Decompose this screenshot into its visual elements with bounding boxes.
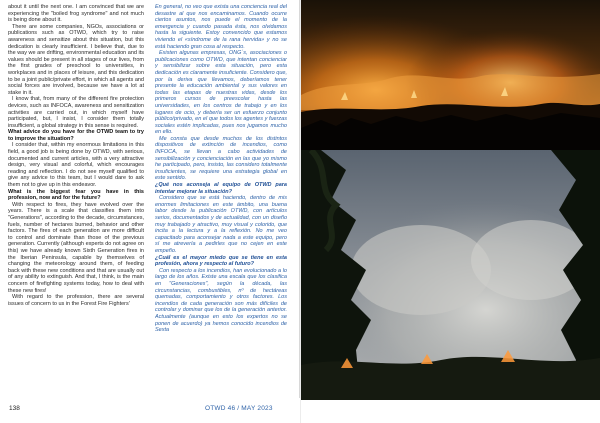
es-paragraph: Considero que se está haciendo, dentro de mis enormes limitaciones en este ámbito, una buena labor desde la publicación OTWD, con artículos serios, documentados y de actualidad, con un diseño muy trabajado y atractivo, muy visual y colorido, que incita a la lectura y a la reflexión. No me veo capacitado para aconsejar nada a este equipo, pero sí me atrevería a pedirles que no cejen en este empeño. bbox=[155, 195, 287, 254]
en-paragraph: With respect to fires, they have evolved over the years. There is a scale that classifies them into "Generations", according to the decade, circumstances, fuels, number of hectares burned, behavior and other factors. The fires of each generation are more difficult to control and dominate than those of the previous generation. Currently (although experts do not agree on this) we have already known Sixth Generation fires in the Iberian Peninsula, capable by themselves of changing the meteorology around them, of feeding back with these new conditions and that are usually out of any ability to extinguish. And that, I think, is the main concern of firefighting systems today, how to deal with these new fires! bbox=[8, 201, 144, 294]
magazine-issue-left: OTWD 46 / MAY 2023 bbox=[205, 405, 273, 412]
en-question-fear: What is the biggest fear you have in this profession, now and for the future? bbox=[8, 188, 144, 202]
es-paragraph: En general, no veo que exista una conciencia real del desastre al que nos encaminamos. Cuando ocurre ciertos asuntos, nos puede el momento de la emergencia y cuando pasada ésta, nos olvidamos hasta la siguiente. Estoy convencido que estamos viviendo el «síndrome de la rana hervida» y no se está haciendo gran cosa al respecto. bbox=[155, 4, 287, 50]
en-question-advice: What advice do you have for the OTWD team to try to improve the situation? bbox=[8, 129, 144, 142]
english-article-column bbox=[8, 4, 144, 398]
en-paragraph: I consider that, within my enormous limitations in this field, a good job is being done by OTWD, with serious, documented and current articles, with a very attractive design, very visual and colorful, which encourages reading and reflection. I do not see myself qualified to give any advice to this team, but I would dare to ask them not to give up in this endeavor. bbox=[8, 142, 144, 189]
es-question-advice: ¿Qué nos aconseja al equipo de OTWD para intentar mejorar la situación? bbox=[155, 182, 287, 195]
magazine-issue-right: OTWD 46 / MAY 2023 bbox=[308, 405, 376, 412]
spanish-article-column bbox=[155, 4, 287, 398]
en-paragraph: about it until the next one. I am convinced that we are experiencing the "boiled frog syndrome" and not much is being done about it. bbox=[8, 4, 144, 24]
wildfire-smoke-photo-icon bbox=[301, 150, 600, 400]
es-paragraph: Me consta que desde muchos de los distintos dispositivos de extinción de incendios, como INFOCA, se llevan a cabo actividades de sensibilización y concienciación en las que yo mismo he participado, pero, insisto, las considero totalmente insuficientes, se requiere una estrategia global en este sentido. bbox=[155, 135, 287, 182]
en-paragraph: I know that, from many of the different fire protection devices, such as INFOCA, awareness and sensitization activities are carried out, in which myself have participated, but, I insist, I consider them totally insufficient, a global strategy in this sense is required. bbox=[8, 96, 144, 129]
es-question-fear: ¿Cuál es el mayor miedo que se tiene en esta profesión, ahora y respecto al futuro? bbox=[155, 254, 287, 268]
en-paragraph: There are some companies, NGOs, associations or publications such as OTWD, which try to raise awareness and sensitize about this situation, but this dedication is clearly insufficient. I believe that, due to the way we are drifting, environmental education and its values should be present in all stages of our lives, from the first grades of preschool to universities, in workplaces and in places of leisure, and this dedication to be a joint public/private effort, in which all agents and social forces are involved, because we have a lot at stake in it. bbox=[8, 23, 144, 96]
wildfire-night-photo-icon bbox=[301, 0, 600, 150]
page-number-left: 138 bbox=[9, 405, 20, 412]
en-paragraph: With regard to the profession, there are several issues of concern to us in the Forest Fire Fighters' bbox=[8, 294, 144, 307]
es-paragraph: Existen algunas empresas, ONG´s, asociaciones o publicaciones como OTWD, que intentan concienciar y sensibilizar sobre esta situación, pero esta dedicación es claramente insuficiente. Considero que, por la deriva que llevamos, deberíamos tener presente la educación ambiental y sus valores en todas las etapas de nuestras vidas, desde los primeros cursos de preescolar hasta las universidades, en los centros de trabajo y en los lugares de ocio, y debería ser un esfuerzo conjunto público/privado, en el que todos los agentes y fuerzas sociales estén implicadas, pues nos jugamos mucho en ello. bbox=[155, 50, 287, 136]
es-paragraph: Con respecto a los incendios, han evolucionado a lo largo de los años. Existe una escala que los clasifica en "Generaciones", según la década, las circunstancias, combustibles, nº de hectáreas quemadas, comportamiento y otros factores. Los incendios de cada generación son más difíciles de controlar y dominar que los de la generación anterior. Actualmente (aunque en esto los expertos no se ponen de acuerdo) ya hemos conocido incendios de Sexta bbox=[155, 267, 287, 334]
page-number-right: 139 bbox=[578, 405, 589, 412]
